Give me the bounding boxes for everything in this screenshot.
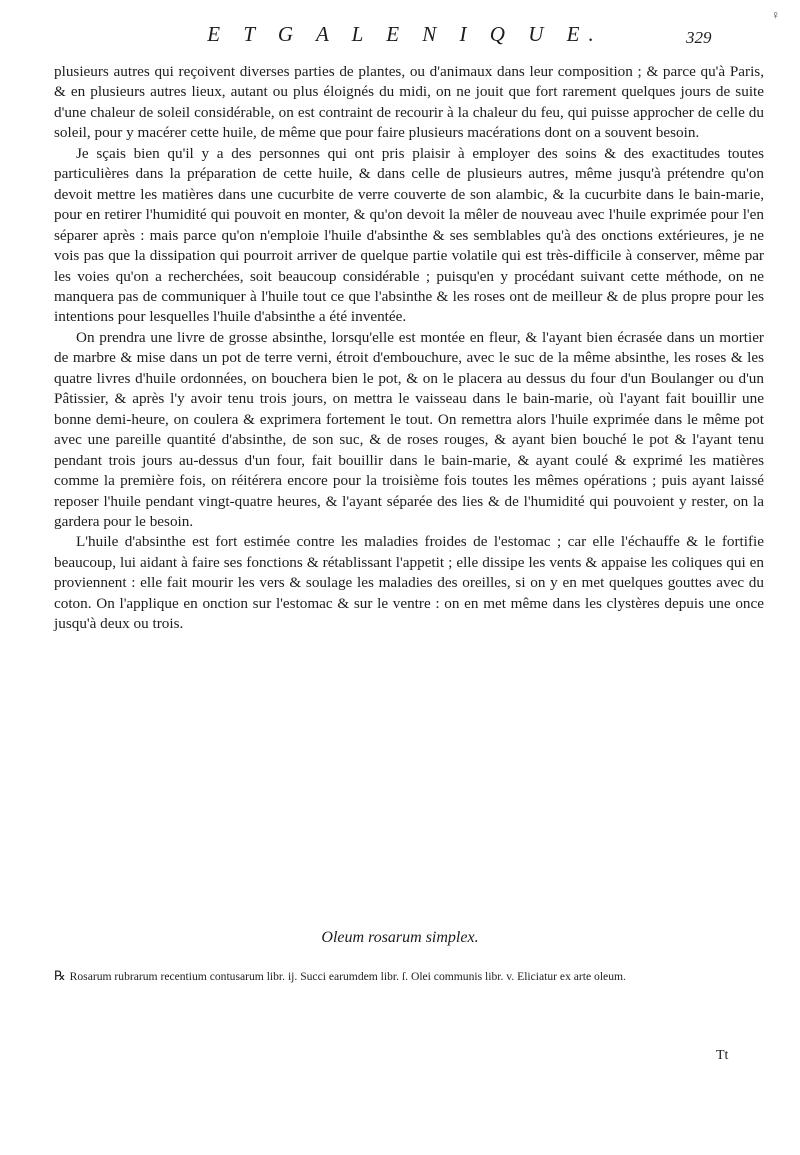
recipe-block xyxy=(54,968,764,984)
recipe-symbol-icon: ℞ xyxy=(54,968,66,983)
running-title: E T G A L E N I Q U E. xyxy=(207,22,603,46)
recipe-title: Oleum rosarum simplex. xyxy=(321,929,479,946)
paragraph: L'huile d'absinthe est fort estimée contre les maladies froides de l'estomac ; car elle l'échauffe & le fortifie beaucoup, lui aidant à faire ses fonctions & rétablissant l'appetit ; elle dissipe les vents & appaise les coliques qui en proviennent : elle fait mourir les vers & soulage les maladies des oreilles, si on y en met quelques gouttes avec du coton. On l'applique en onction sur l'estomac & sur le ventre : on en met même dans les clystères depuis une once jusqu'à deux ou trois. xyxy=(54,533,764,633)
paragraph: On prendra une livre de grosse absinthe, lorsqu'elle est montée en fleur, & l'ayant bien écrasée dans un mortier de marbre & mise dans un pot de terre verni, étroit d'embouchure, avec le suc de la même absinthe, les roses & les quatre livres d'huile ordonnées, on bouchera bien le pot, & on le placera au dessus du four d'un Boulanger ou d'un Pâtissier, & après l'y avoir tenu trois jours, on mettra le vaisseau dans le bain-marie, où l'ayant fait bouillir une bonne demi-heure, on coulera & exprimera fortement le tout. On remettra alors l'huile exprimée dans le même pot avec une pareille quantité d'absinthe, de son suc, & de roses rouges, & ayant bien bouché le pot & l'ayant tenu pendant trois jours au-dessus d'un four, fait bouillir dans le bain-marie, & ayant coulé & exprimé les matières comme la première fois, on réitérera encore pour la troisième fois toutes les mêmes opérations ; puis ayant laissé reposer l'huile pendant vingt-quatre heures, & l'ayant séparée des lies & de l'humidité qui pouvoient y rester, on la gardera pour le besoin. xyxy=(54,328,764,530)
page-number: 329 xyxy=(686,28,712,47)
main-text xyxy=(54,62,764,635)
running-head xyxy=(0,18,800,58)
recipe-text: Rosarum rubrarum recentium contusarum libr. ij. Succi earumdem libr. ſ. Olei communis libr. v. Eliciatur ex arte oleum. xyxy=(69,970,626,983)
corner-mark: ♀ xyxy=(771,8,780,22)
paragraph: plusieurs autres qui reçoivent diverses parties de plantes, ou d'animaux dans leur composition ; & parce qu'à Paris, & en plusieurs autres lieux, autant ou plus éloignés du midi, on ne jouit que fort rarement quelques jours de suite d'une chaleur de soleil considérable, on est contraint de recourir à la chaleur du feu, qui puisse approcher de celle du soleil, pour y macérer cette huile, de même que pour faire plusieurs macérations dont on a souvent besoin. xyxy=(54,63,764,142)
catchword: Tt xyxy=(716,1048,729,1063)
paragraph: Je sçais bien qu'il y a des personnes qui ont pris plaisir à employer des soins & des exactitudes toutes particulières dans la préparation de cette huile, & dans celle de plusieurs autres, même jusqu'à prétendre qu'on devoit mettre les matières dans une cucurbite de verre couverte de son alambic, & la cucurbite dans le bain-marie, pour en retirer l'humidité qui pouvoit en monter, & qu'on devoit la mêler de nouveau avec l'huile exprimée pour l'en séparer après : mais parce qu'on n'emploie l'huile d'absinthe & ses semblables qu'à des onctions extérieures, je ne vois pas que la dissipation qui pourroit arriver de quelque partie volatile qui est très-difficile à conserver, même par les voies qu'on a recherchées, soit beaucoup considérable ; puisqu'en y procédant suivant cette méthode, on ne manquera pas de communiquer à l'huile tout ce que l'absinthe & les roses ont de meilleur & de plus propre pour les intentions pour lesquelles l'huile d'absinthe a été inventée. xyxy=(54,144,764,326)
